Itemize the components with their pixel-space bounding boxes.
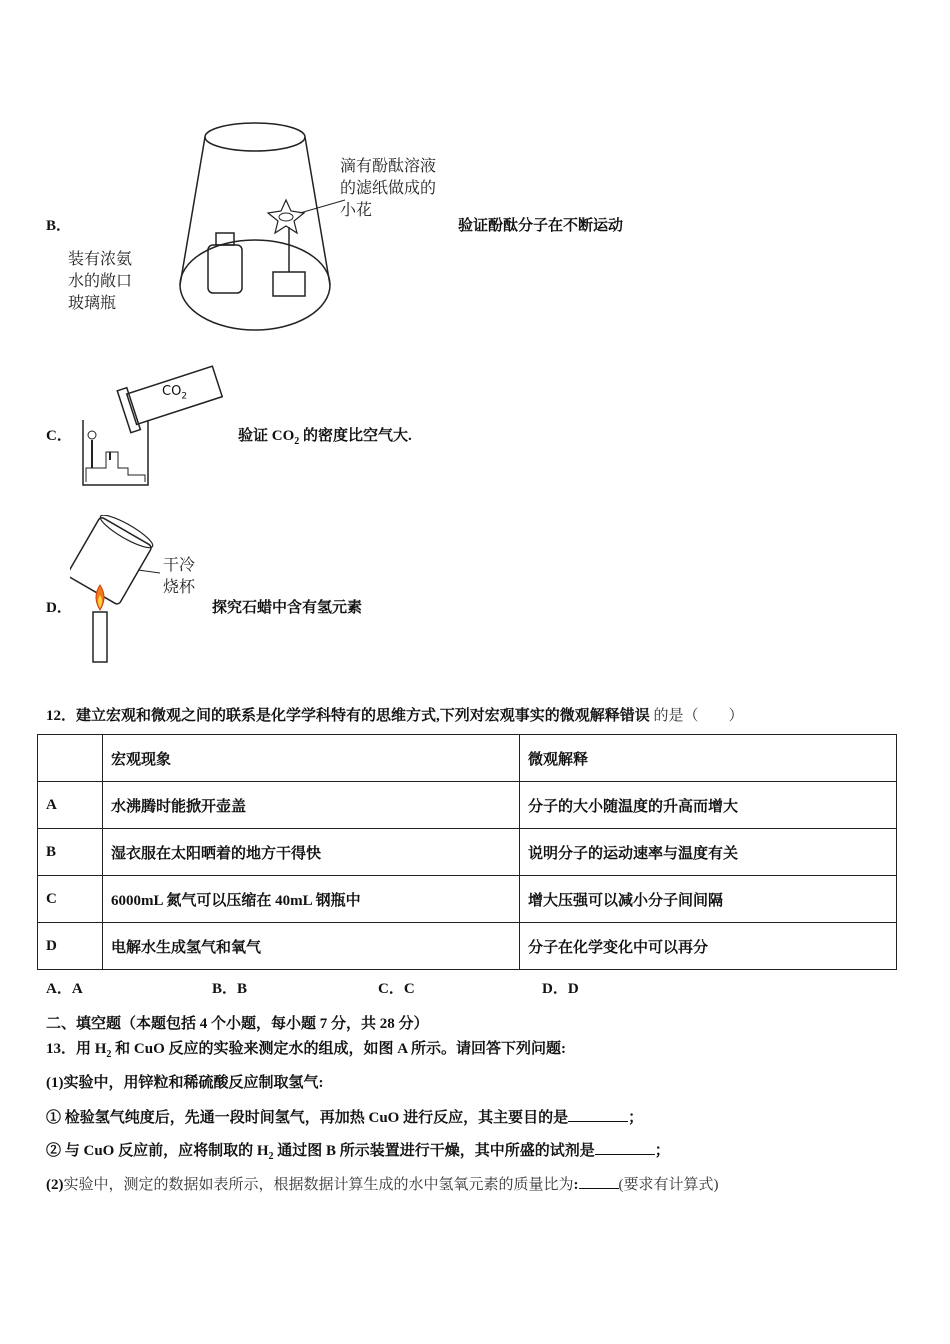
- header-cell: [38, 735, 103, 782]
- q13-item2-sub: 2: [268, 1151, 274, 1162]
- table-cell: 湿衣服在太阳晒着的地方干得快: [103, 829, 520, 876]
- table-cell: 分子在化学变化中可以再分: [520, 923, 897, 970]
- choice-b: B．B: [212, 981, 248, 997]
- beaker-label: [163, 554, 195, 598]
- q12-stem: [46, 704, 744, 725]
- q13-item2: [46, 1139, 670, 1162]
- q13-item1: [46, 1106, 643, 1127]
- table-header-row: [38, 735, 897, 782]
- table-row: [38, 829, 897, 876]
- table-cell: 6000mL 氮气可以压缩在 40mL 钢瓶中: [103, 876, 520, 923]
- table-cell: 分子的大小随温度的升高而增大: [520, 782, 897, 829]
- q13-stem-b: 和 CuO 反应的实验来测定水的组成，如图 A 所示。请回答下列问题:: [111, 1041, 567, 1057]
- co2-label-text: CO: [162, 384, 182, 399]
- answer-blank[interactable]: [595, 1140, 655, 1155]
- q12-stem-tail: 的是（ ）: [653, 708, 744, 724]
- co2-label-sub: 2: [181, 391, 188, 402]
- q12-table: [37, 734, 897, 970]
- option-c-letter: C．: [46, 428, 72, 444]
- q13-stem-a: 13．用 H: [46, 1041, 107, 1057]
- option-c-caption-pre: 验证 CO: [238, 428, 295, 444]
- q13-item1-end: ；: [628, 1110, 644, 1126]
- q13-item2-text: ② 与 CuO 反应前，应将制取的 H: [46, 1143, 269, 1159]
- choice-d: D．D: [542, 981, 579, 997]
- bottle-label: [68, 248, 132, 314]
- q13-item1-text: ① 检验氢气纯度后，先通一段时间氢气，再加热 CuO 进行反应，其主要目的是: [46, 1110, 569, 1126]
- q13-stem: [46, 1037, 566, 1060]
- q13-part2-num: (2): [46, 1177, 64, 1193]
- beaker-label-line: 干冷: [163, 555, 196, 574]
- option-b-letter: B．: [46, 218, 72, 234]
- beaker-label-line: 烧杯: [163, 577, 196, 596]
- q13-part1: (1)实验中，用锌粒和稀硫酸反应制取氢气:: [46, 1075, 324, 1091]
- flower-label-line: 小花: [340, 200, 373, 219]
- header-cell: 微观解释: [520, 735, 897, 782]
- co2-bottle-label: [162, 384, 187, 402]
- table-cell: B: [38, 829, 103, 876]
- table-cell: A: [38, 782, 103, 829]
- candle-beaker-diagram: [70, 515, 170, 670]
- table-cell: 电解水生成氢气和氧气: [103, 923, 520, 970]
- option-c-caption-post: 的密度比空气大.: [299, 428, 412, 444]
- answer-blank[interactable]: [579, 1174, 619, 1189]
- q13-part2: [46, 1173, 719, 1194]
- table-row: [38, 876, 897, 923]
- option-b-caption: 验证酚酞分子在不断运动: [458, 218, 624, 234]
- option-c-caption: [238, 424, 412, 447]
- table-cell: 水沸腾时能掀开壶盖: [103, 782, 520, 829]
- flower-label: [340, 155, 436, 221]
- co2-pouring-diagram: [78, 360, 223, 490]
- flower-label-line: 的滤纸做成的: [340, 178, 437, 197]
- section-2-heading: 二、填空题（本题包括 4 个小题，每小题 7 分，共 28 分）: [46, 1016, 429, 1032]
- choice-c: C．C: [378, 981, 415, 997]
- table-row: [38, 923, 897, 970]
- option-c-caption-sub: 2: [294, 436, 300, 447]
- q13-part2-note: (要求有计算式): [618, 1177, 719, 1193]
- answer-blank[interactable]: [568, 1107, 628, 1122]
- bottle-label-line: 水的敞口: [68, 271, 133, 290]
- q13-part2-colon: :: [573, 1177, 579, 1193]
- table-cell: 说明分子的运动速率与温度有关: [520, 829, 897, 876]
- option-d-letter: D．: [46, 600, 72, 616]
- choice-a: A．A: [46, 981, 83, 997]
- table-cell: C: [38, 876, 103, 923]
- table-row: [38, 782, 897, 829]
- table-cell: 增大压强可以减小分子间间隔: [520, 876, 897, 923]
- q12-stem-text: 12．建立宏观和微观之间的联系是化学学科特有的思维方式,下列对宏观事实的微观解释错误: [46, 708, 650, 724]
- q13-part2-text: 实验中，测定的数据如表所示，根据数据计算生成的水中氢氧元素的质量比为: [63, 1177, 574, 1193]
- header-cell: 宏观现象: [103, 735, 520, 782]
- bottle-label-line: 装有浓氨: [68, 249, 133, 268]
- q13-item2-text-b: 通过图 B 所示装置进行干燥，其中所盛的试剂是: [273, 1143, 595, 1159]
- q13-item2-end: ；: [654, 1143, 670, 1159]
- bell-jar-diagram: [170, 115, 350, 340]
- bottle-label-line: 玻璃瓶: [68, 293, 117, 312]
- q13-stem-sub: 2: [106, 1049, 112, 1060]
- option-d-caption: 探究石蜡中含有氢元素: [212, 600, 363, 616]
- flower-label-line: 滴有酚酞溶液: [340, 156, 437, 175]
- table-cell: D: [38, 923, 103, 970]
